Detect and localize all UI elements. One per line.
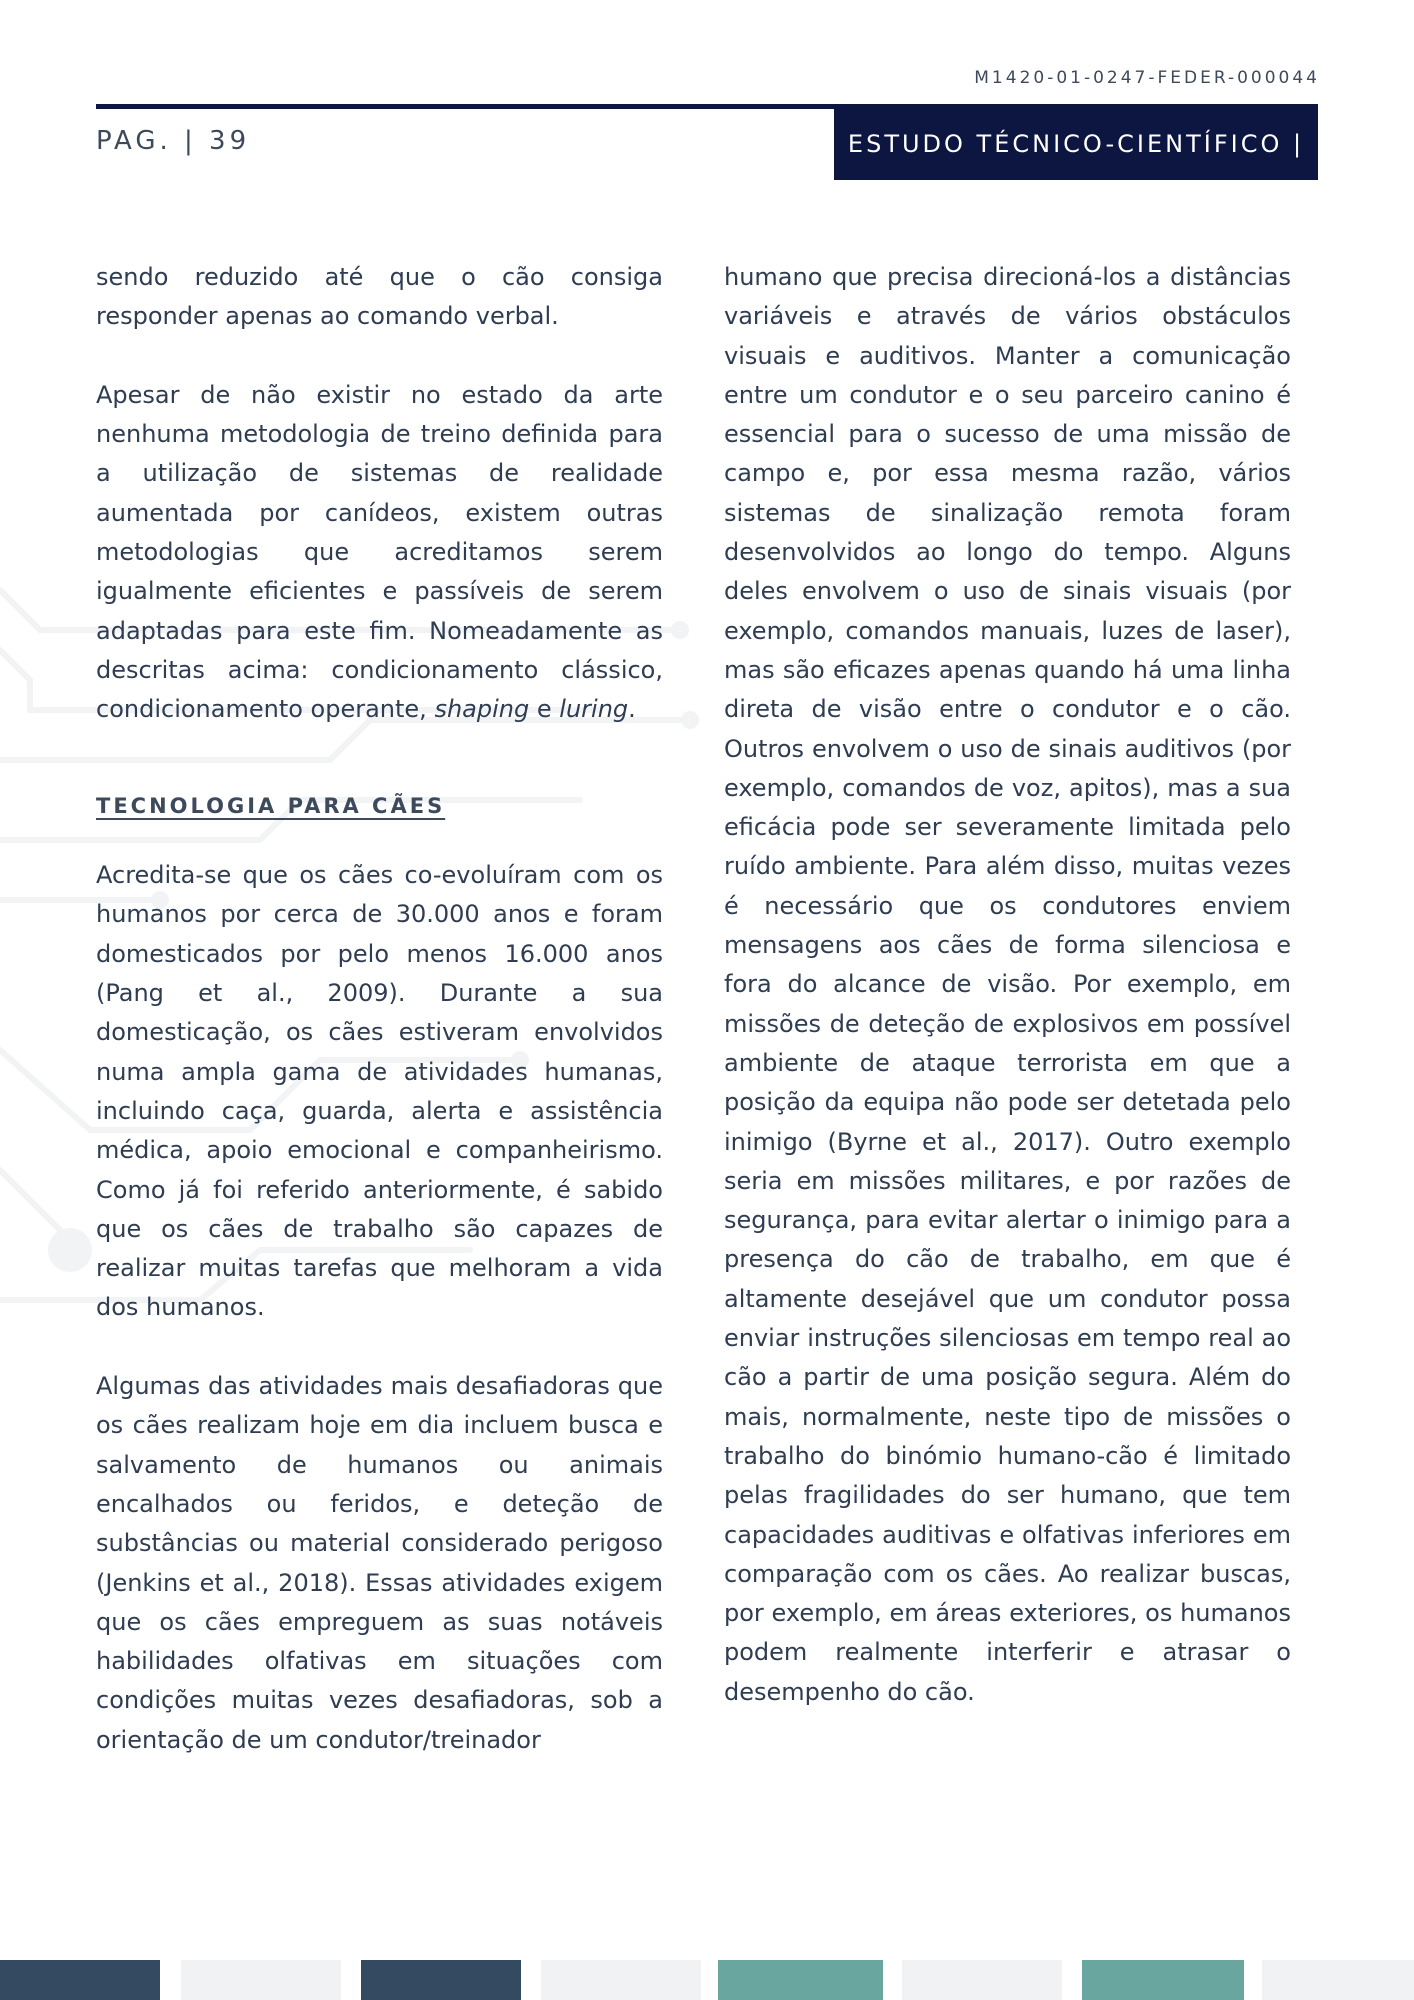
term-shaping: shaping: [434, 695, 530, 724]
footer-color-bar: [0, 1960, 1414, 2000]
paragraph-challenging-activities: Algumas das atividades mais desafiadoras que os cães realizam hoje em dia incluem busca e salvamento de humanos ou animais encalhados ou feridos, e deteção de substâncias ou material considerado perigoso (Jenkins et al., 2018). Essas atividades exigem que os cães empreguem as suas notáveis habilidades olfativas em situações com condições muitas vezes desafiadoras, sob a orientação de um condutor/treinador: [96, 1372, 663, 1754]
paragraph-remote-signaling: humano que precisa direcioná-los a distâncias variáveis e através de vários obstáculos visuais e auditivos. Manter a comunicação entre um condutor e o seu parceiro canino é essencial para o sucesso de uma missão de campo e, por essa mesma razão, vários sistemas de sinalização remota foram desenvolvidos ao longo do tempo. Alguns deles envolvem o uso de sinais visuais (por exemplo, comandos manuais, luzes de laser), mas são eficazes apenas quando há uma linha direta de visão entre o condutor e o cão. Outros envolvem o uso de sinais auditivos (por exemplo, comandos de voz, apitos), mas a sua eficácia pode ser severamente limitada pelo ruído ambiente. Para além disso, muitas vezes é necessário que os condutores enviem mensagens aos cães de forma silenciosa e fora do alcance de visão. Por exemplo, em missões de deteção de explosivos em possível ambiente de ataque terrorista em que a posição da equipa não pode ser detetada pelo inimigo (Byrne et al., 2017). Outro exemplo seria em missões militares, e por razões de segurança, para evitar alertar o inimigo para a presença do cão de trabalho, em que é altamente desejável que um condutor possa enviar instruções silenciosas em tempo real ao cão a partir de uma posição segura. Além do mais, normalmente, neste tipo de missões o trabalho do binómio humano-cão é limitado pelas fragilidades do ser humano, que tem capacidades auditivas e olfativas inferiores em comparação com os cães. Ao realizar buscas, por exemplo, em áreas exteriores, os humanos podem realmente interferir e atrasar o desempenho do cão.: [724, 263, 1291, 1706]
left-text-column: [96, 258, 663, 1760]
conjunction: e: [536, 695, 552, 724]
paragraph-text: Apesar de não existir no estado da arte nenhuma metodologia de treino definida para a utilização de sistemas de realidade aumentada por canídeos, existem outras metodologias que acreditamos serem igualmente eficientes e passíveis de serem adaptadas para este fim. Nomeadamente as descritas acima: condicionamento clássico, condicionamento operante,: [96, 380, 663, 724]
paragraph-continuation: sendo reduzido até que o cão consiga responder apenas ao comando verbal.: [96, 263, 663, 331]
footer-block-teal: [718, 1960, 883, 2000]
footer-block-light: [541, 1960, 701, 2000]
paragraph-dog-evolution: Acredita-se que os cães co-evoluíram com os humanos por cerca de 30.000 anos e foram domesticados por pelo menos 16.000 anos (Pang et al., 2009). Durante a sua domesticação, os cães estiveram envolvidos numa ampla gama de atividades humanas, incluindo caça, guarda, alerta e assistência médica, apoio emocional e companheirismo. Como já foi referido anteriormente, é sabido que os cães de trabalho são capazes de realizar muitas tarefas que melhoram a vida dos humanos.: [96, 861, 663, 1322]
footer-block-light: [1262, 1960, 1414, 2000]
document-title: ESTUDO TÉCNICO-CIENTÍFICO |: [847, 130, 1305, 158]
right-text-column: [724, 258, 1291, 1712]
footer-block-dark: [0, 1960, 160, 2000]
section-heading: TECNOLOGIA PARA CÃES: [96, 793, 446, 818]
document-title-banner: [834, 108, 1318, 180]
footer-block-light: [902, 1960, 1062, 2000]
period: .: [628, 695, 636, 724]
term-luring: luring: [559, 695, 629, 724]
footer-block-teal: [1082, 1960, 1244, 2000]
footer-block-dark: [361, 1960, 521, 2000]
project-reference-code: M1420-01-0247-FEDER-000044: [974, 68, 1320, 88]
footer-block-light: [181, 1960, 341, 2000]
paragraph-methodologies: [96, 376, 663, 730]
page-number: PAG. | 39: [96, 126, 251, 156]
